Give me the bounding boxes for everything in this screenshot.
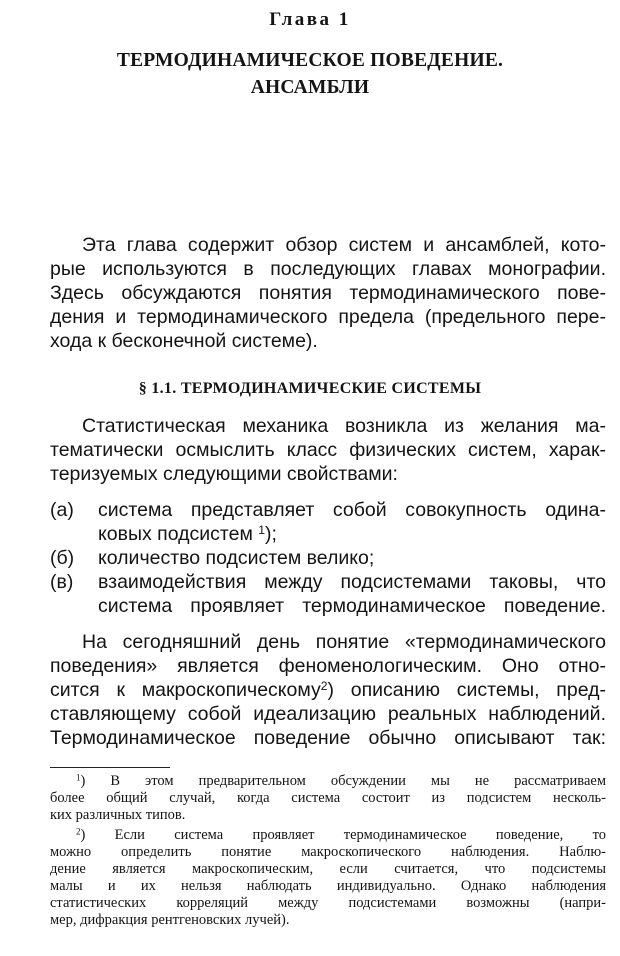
footnote-2-line-4: малы и их нельзя наблюдать индивидуально. Однако наблюдения <box>50 878 606 894</box>
para2-line-3-pre: сится к макроскопическому <box>50 679 321 701</box>
footnote-ref-2: 2 <box>320 678 328 693</box>
intro-line-2: рые используются в последующих главах монографии. <box>50 258 606 280</box>
item-c-line-1: взаимодействия между подсистемами таковы, что <box>98 571 606 593</box>
para2-line-3 <box>50 678 606 702</box>
footnote-1-line-1 <box>76 773 606 790</box>
item-a-label: (а) <box>50 499 74 521</box>
para2-line-3-post: ) описанию системы, пред- <box>327 679 606 701</box>
para1-line-2: тематически осмыслить класс физических систем, харак- <box>50 439 606 461</box>
intro-line-5: хода к бесконечной системе). <box>50 330 318 352</box>
footnote-1-mark: 1 <box>76 772 81 783</box>
item-a-tail: ); <box>265 523 277 545</box>
footnote-2-line-6: мер, дифракция рентгеновских лучей). <box>50 912 290 928</box>
item-a-text: ковых подсистем <box>98 523 253 545</box>
para2-line-2: поведения» является феноменологическим. Оно отно- <box>50 655 606 677</box>
para2-line-1: На сегодняшний день понятие «термодинамического <box>82 631 606 653</box>
footnote-1-text-1: ) В этом предварительном обсуждении мы не рассматриваем <box>80 773 606 789</box>
footnote-2-mark: 2 <box>76 826 81 837</box>
intro-line-4: дения и термодинамического предела (предельного пере- <box>50 306 606 328</box>
footnote-separator <box>50 767 170 768</box>
item-a-line-2 <box>98 522 606 546</box>
item-a-line-1: система представляет собой совокупность одина- <box>98 499 606 521</box>
footnote-2-text-1: ) Если система проявляет термодинамическое поведение, то <box>80 827 606 843</box>
section-heading: § 1.1. ТЕРМОДИНАМИЧЕСКИЕ СИСТЕМЫ <box>138 380 482 397</box>
para1-line-3: теризуемых следующими свойствами: <box>50 463 398 485</box>
footnote-2-line-2: можно определить понятие макроскопического наблюдения. Наблю- <box>50 844 606 860</box>
footnote-2-line-1 <box>76 827 606 844</box>
para2-line-5: Термодинамическое поведение обычно описывают так: <box>50 727 606 749</box>
footnote-ref-1: 1 <box>258 522 265 537</box>
intro-line-1: Эта глава содержит обзор систем и ансамблей, кото- <box>82 234 606 256</box>
footnote-2-line-5: статистических корреляций между подсистемами возможны (напри- <box>50 895 606 911</box>
item-b-line-1: количество подсистем велико; <box>98 547 375 569</box>
item-c-label: (в) <box>50 571 74 593</box>
footnote-1-line-2: более общий случай, когда система состоит из подсистем несколь- <box>50 790 606 806</box>
para1-line-1: Статистическая механика возникла из желания ма- <box>82 415 606 437</box>
intro-line-3: Здесь обсуждаются понятия термодинамического пове- <box>50 282 606 304</box>
item-b-label: (б) <box>50 547 75 569</box>
chapter-title-line-1: ТЕРМОДИНАМИЧЕСКОЕ ПОВЕДЕНИЕ. <box>116 50 504 71</box>
para2-line-4: ставляющему собой идеализацию реальных наблюдений. <box>50 703 606 725</box>
chapter-label: Глава 1 <box>269 9 351 30</box>
item-c-line-2: система проявляет термодинамическое поведение. <box>98 595 606 617</box>
footnote-1-line-3: ких различных типов. <box>50 807 186 823</box>
footnote-2-line-3: дение является макроскопическим, если считается, что подсистемы <box>50 861 606 877</box>
chapter-title-line-2: АНСАМБЛИ <box>250 77 370 98</box>
